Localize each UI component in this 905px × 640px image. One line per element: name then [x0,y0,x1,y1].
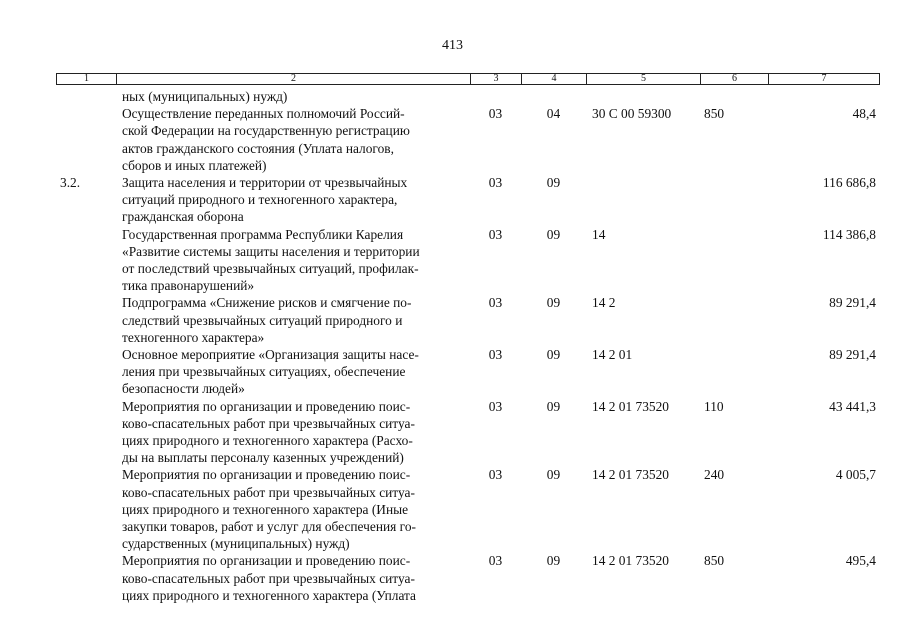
row-section: 03 [488,467,503,483]
row-amount: 43 441,3 [829,398,876,414]
table-row [56,552,880,604]
header-col-2: 2 [117,74,471,84]
row-section: 03 [488,175,503,191]
row-target-code: 14 [592,226,606,242]
row-expense-type: 110 [704,398,724,414]
table-row [56,294,880,346]
row-amount: 114 386,8 [822,226,876,242]
page-number: 413 [442,38,463,53]
row-description: Осуществление переданных полномочий Россий- ской Федерации на государственную регистрацию актов гражданского состояния (Уплата налогов, сборов и иных платежей) [122,106,410,173]
row-target-code: 30 С 00 59300 [592,106,672,122]
row-subsection: 09 [546,295,561,311]
header-col-7: 7 [821,73,827,84]
row-section: 03 [488,347,503,363]
row-section: 03 [488,106,503,122]
table-row [56,88,880,105]
row-description: Мероприятия по организации и проведению поис- ково-спасательных работ при чрезвычайных ситуа- циях природного и техногенного характера (Расхо- ды на выплаты персоналу казенных учреждений) [122,398,415,466]
row-description: Защита населения и территории от чрезвычайных ситуаций природного и техногенного характера, гражданская оборона [122,175,408,225]
row-subsection: 09 [546,175,561,191]
header-col-4: 4 [522,74,587,84]
row-amount: 48,4 [852,106,876,122]
row-amount: 116 686,8 [822,175,876,191]
row-target-code: 14 2 [592,295,616,311]
row-section: 03 [488,398,503,414]
row-expense-type: 240 [704,467,725,483]
row-description: Основное мероприятие «Организация защиты насе- ления при чрезвычайных ситуациях, обеспечение безопасности людей» [122,347,419,397]
row-expense-type: 850 [704,106,725,122]
row-amount: 89 291,4 [829,347,876,363]
row-section: 03 [488,295,503,311]
header-col-6: 6 [701,74,769,84]
header-col-3: 3 [471,74,522,84]
row-amount: 4 005,7 [835,467,876,483]
row-subsection: 04 [546,106,561,122]
row-subsection: 09 [546,553,561,569]
row-description: ных (муниципальных) нужд) [122,89,288,104]
table-row [56,174,880,226]
row-section: 03 [488,553,503,569]
table-row [56,398,880,467]
row-description: Мероприятия по организации и проведению поис- ково-спасательных работ при чрезвычайных ситуа- циях природного и техногенного характера (Уплата [122,553,416,603]
row-subsection: 09 [546,467,561,483]
header-col-5: 5 [587,74,701,84]
table-header [56,73,880,85]
row-target-code: 14 2 01 73520 [592,553,669,569]
table-row [56,466,880,552]
row-expense-type: 850 [704,553,725,569]
row-amount: 89 291,4 [829,295,876,311]
row-description: Государственная программа Республики Карелия «Развитие системы защиты населения и территории от последствий чрезвычайных ситуаций, профилак- тика правонарушений» [122,226,420,294]
row-target-code: 14 2 01 73520 [592,467,669,483]
row-subsection: 09 [546,226,561,242]
row-target-code: 14 2 01 73520 [592,398,669,414]
table-row [56,105,880,174]
row-subsection: 09 [546,398,561,414]
row-subsection: 09 [546,347,561,363]
header-col-1: 1 [57,74,117,84]
row-description: Мероприятия по организации и проведению поис- ково-спасательных работ при чрезвычайных ситуа- циях природного и техногенного характера (Иные закупки товаров, работ и услуг для обеспечения го- сударственных (муниципальных) нужд) [122,467,416,552]
row-target-code: 14 2 01 [592,347,633,363]
table-row [56,226,880,295]
row-number: 3.2. [60,175,81,191]
row-description: Подпрограмма «Снижение рисков и смягчение по- следствий чрезвычайных ситуаций природного и техногенного характера» [122,295,412,345]
table-row [56,346,880,398]
row-amount: 495,4 [845,553,876,569]
row-section: 03 [488,226,503,242]
table-body [56,88,880,604]
